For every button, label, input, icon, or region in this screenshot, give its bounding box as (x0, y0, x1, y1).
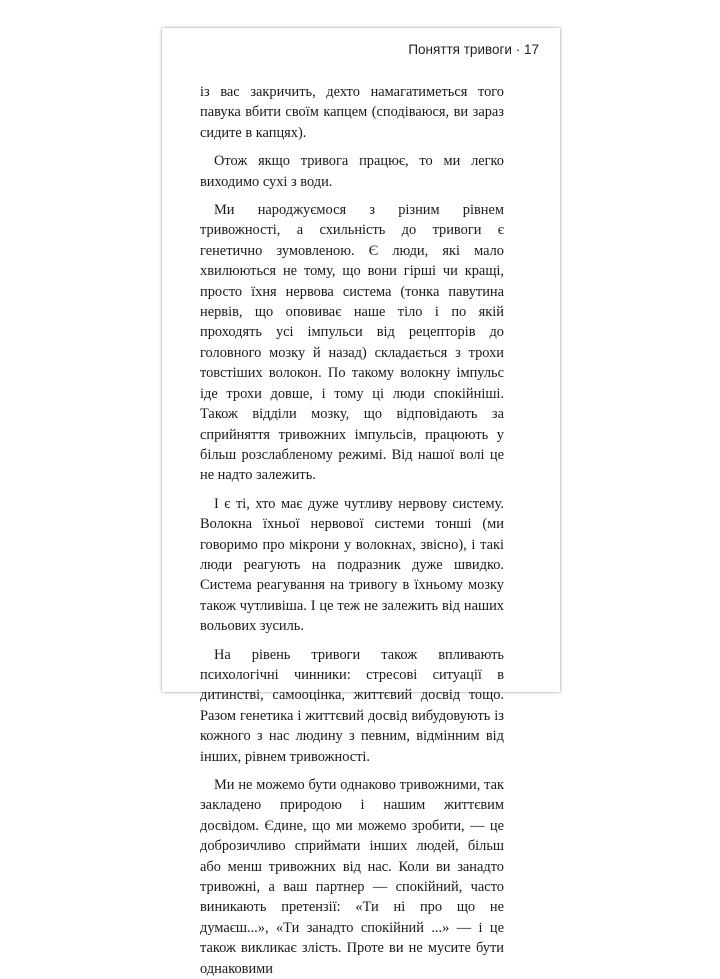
running-head: Поняття тривоги · 17 (408, 42, 539, 57)
paragraph: Ми народжуємося з різним рівнем тривожності, а схильність до тривоги є генетично зумовленою. Є люди, які мало хвилюються не тому, що вони гірші чи кращі, просто їхня нервова система (тонка павутина нервів, що оповиває наше тіло і по якій проходять усі імпульси від рецепторів до головного мозку й назад) складається з трохи товстіших волокон. По такому волокну імпульс іде трохи довше, і тому ці люди спокійніші. Також відділи мозку, що відповідають за сприйняття тривожних імпульсів, працюють у більш розслабленому режимі. Від нашої волі це не надто залежить. (200, 202, 504, 484)
body-text (200, 82, 504, 979)
paragraph: На рівень тривоги також впливають психологічні чинники: стресові ситуації в дитинстві, самооцінка, життєвий досвід тощо. Разом генетика і життєвий досвід вибудовують із кожного з нас людину з певним, відмінним від інших, рівнем тривожності. (200, 646, 504, 765)
paragraph: І є ті, хто має дуже чутливу нервову систему. Волокна їхньої нервової системи тонші (ми говоримо про мікрони у волокнах, звісно), і такі люди реагують на подразник дуже швидко. Система реагування на тривогу в їхньому мозку також чутливіша. І це теж не залежить від наших вольових зусиль. (200, 495, 504, 635)
paragraph: Отож якщо тривога працює, то ми легко виходимо сухі з води. (200, 153, 504, 190)
paragraph: Ми не можемо бути однаково тривожними, так закладено природою і нашим життєвим досвідом. Єдине, що ми можемо зробити, — це доброзичливо сприймати інших людей, більш або менш тривожних від нас. Коли ви занадто тривожні, а ваш партнер — спокійний, часто виникають претензії: «Ти ні про що не думаєш...», «Ти занадто спокійний ...» — і це також викликає злість. Проте ви не мусите бути однаковими (200, 777, 504, 977)
paragraph: із вас закричить, дехто намагатиметься того павука вбити своїм капцем (сподіваюся, ви зараз сидите в капцях). (200, 84, 504, 141)
book-page (162, 28, 560, 977)
